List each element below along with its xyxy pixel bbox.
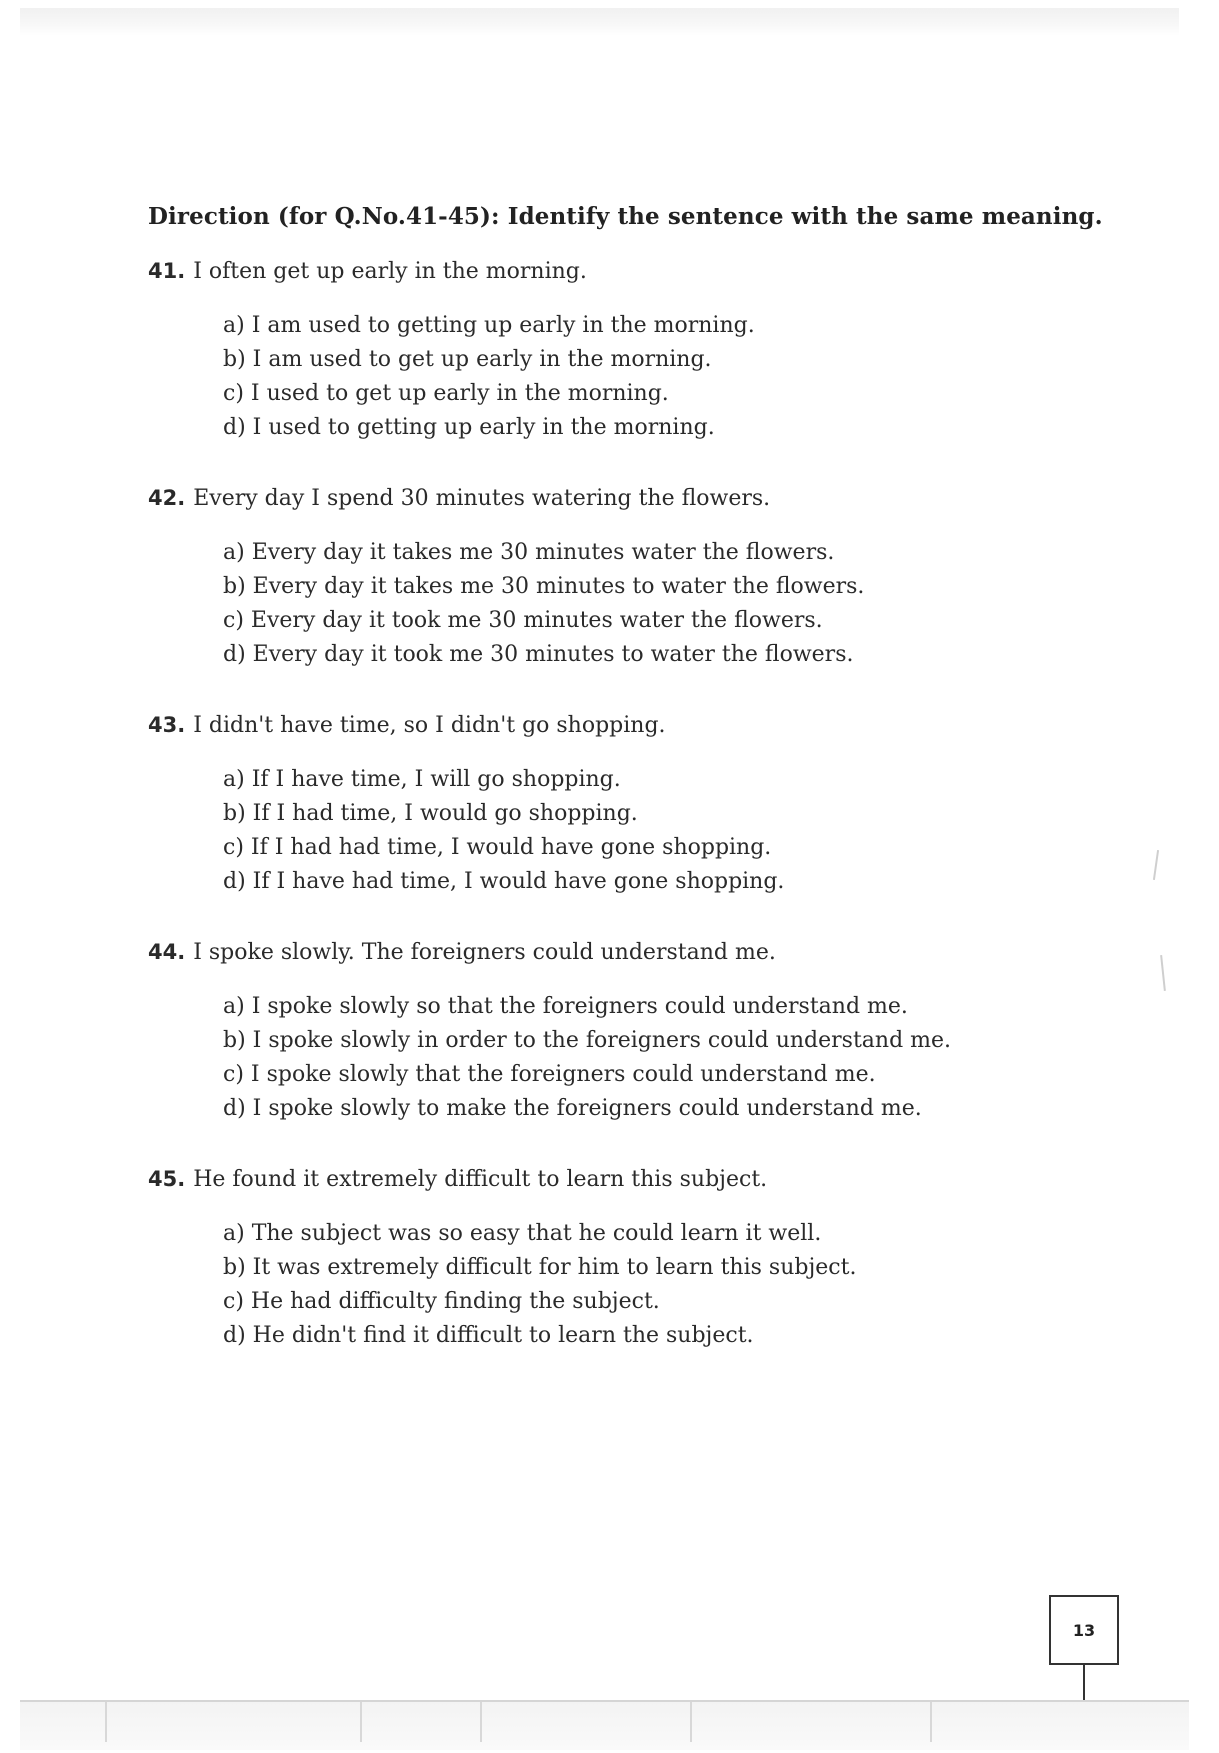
question-42	[148, 483, 1128, 672]
scan-bottom-edge	[20, 1700, 1189, 1750]
option-b: b) It was extremely difficult for him to learn this subject.	[223, 1255, 857, 1280]
option-d: d) If I have had time, I would have gone shopping.	[223, 869, 785, 894]
question-number: 43.	[148, 713, 186, 737]
option-list	[148, 990, 1128, 1126]
question-stem	[148, 1164, 1128, 1195]
question-number: 42.	[148, 486, 186, 510]
question-number: 41.	[148, 259, 186, 283]
question-text: I often get up early in the morning.	[193, 259, 587, 284]
question-stem	[148, 256, 1128, 287]
question-45	[148, 1164, 1128, 1353]
question-44	[148, 937, 1128, 1126]
option-d: d) Every day it took me 30 minutes to water the flowers.	[223, 642, 854, 667]
scan-top-edge	[20, 8, 1179, 36]
question-stem	[148, 483, 1128, 514]
scan-mark	[1153, 850, 1159, 880]
option-c: c) He had difficulty finding the subject.	[223, 1289, 660, 1314]
option-list	[148, 763, 1128, 899]
option-a: a) The subject was so easy that he could learn it well.	[223, 1221, 822, 1246]
option-a: a) Every day it takes me 30 minutes water the flowers.	[223, 540, 835, 565]
option-list	[148, 309, 1128, 445]
question-section	[148, 203, 1128, 1391]
question-41	[148, 256, 1128, 445]
question-stem	[148, 937, 1128, 968]
option-a: a) I am used to getting up early in the morning.	[223, 313, 755, 338]
question-text: I spoke slowly. The foreigners could understand me.	[193, 940, 776, 965]
scan-mark	[360, 1702, 362, 1742]
scan-mark	[105, 1702, 107, 1742]
question-text: Every day I spend 30 minutes watering the flowers.	[193, 486, 771, 511]
question-43	[148, 710, 1128, 899]
option-d: d) I spoke slowly to make the foreigners could understand me.	[223, 1096, 922, 1121]
scan-mark	[930, 1702, 932, 1742]
question-stem	[148, 710, 1128, 741]
option-list	[148, 1217, 1128, 1353]
direction-heading: Direction (for Q.No.41-45): Identify the sentence with the same meaning.	[148, 203, 1103, 230]
option-b: b) Every day it takes me 30 minutes to water the flowers.	[223, 574, 865, 599]
option-c: c) I used to get up early in the morning.	[223, 381, 669, 406]
option-a: a) If I have time, I will go shopping.	[223, 767, 621, 792]
option-c: c) Every day it took me 30 minutes water the flowers.	[223, 608, 823, 633]
page-number-box	[1049, 1595, 1119, 1665]
option-list	[148, 536, 1128, 672]
option-c: c) I spoke slowly that the foreigners could understand me.	[223, 1062, 876, 1087]
question-number: 45.	[148, 1167, 186, 1191]
question-text: He found it extremely difficult to learn this subject.	[193, 1167, 768, 1192]
page-number: 13	[1072, 1620, 1096, 1640]
option-a: a) I spoke slowly so that the foreigners could understand me.	[223, 994, 908, 1019]
scan-mark	[690, 1702, 692, 1742]
scan-mark	[480, 1702, 482, 1742]
option-b: b) I spoke slowly in order to the foreigners could understand me.	[223, 1028, 952, 1053]
option-b: b) I am used to get up early in the morning.	[223, 347, 712, 372]
option-d: d) I used to getting up early in the morning.	[223, 415, 715, 440]
scan-mark	[1160, 955, 1166, 991]
option-c: c) If I had had time, I would have gone shopping.	[223, 835, 772, 860]
option-d: d) He didn't find it difficult to learn the subject.	[223, 1323, 754, 1348]
question-number: 44.	[148, 940, 186, 964]
question-text: I didn't have time, so I didn't go shopping.	[193, 713, 666, 738]
option-b: b) If I had time, I would go shopping.	[223, 801, 638, 826]
